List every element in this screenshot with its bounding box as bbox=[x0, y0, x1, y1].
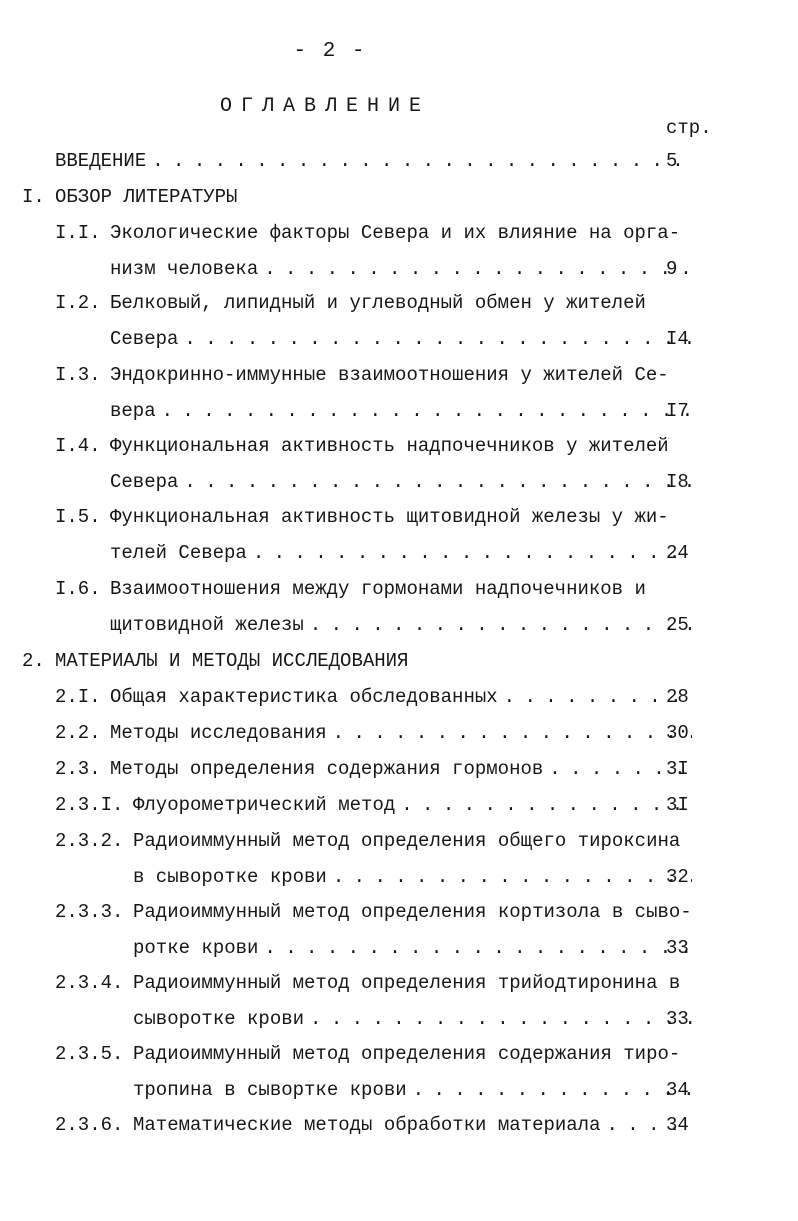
dot-leader bbox=[413, 1077, 692, 1103]
toc-entry-number: I.6. bbox=[55, 578, 101, 600]
page-column-label: стр. bbox=[666, 117, 712, 139]
toc-page-number: 34 bbox=[666, 1114, 689, 1136]
toc-entry-text: Функциональная активность щитовидной железы у жи- bbox=[110, 506, 669, 528]
toc-entry-text: сыворотке крови bbox=[133, 1008, 305, 1030]
toc-page-number: 28 bbox=[666, 686, 689, 708]
toc-entry-text: Радиоиммунный метод определения кортизола в сыво- bbox=[133, 901, 692, 923]
toc-entry-text: Эндокринно-иммунные взаимоотношения у жителей Се- bbox=[110, 364, 669, 386]
toc-page-number: 24 bbox=[666, 542, 689, 564]
dot-leader bbox=[152, 148, 692, 174]
toc-entry-number: 2.I. bbox=[55, 686, 101, 708]
toc-entry-text: ротке крови bbox=[133, 937, 259, 959]
toc-page-number: 32 bbox=[666, 866, 689, 888]
dot-leader bbox=[310, 1006, 692, 1032]
toc-page-number: I4 bbox=[666, 328, 689, 350]
toc-page-number: 3I bbox=[666, 758, 689, 780]
dot-leader bbox=[401, 792, 692, 818]
toc-page-number: 30 bbox=[666, 722, 689, 744]
toc-entry-number: I. bbox=[22, 186, 45, 208]
toc-entry-row bbox=[133, 792, 692, 818]
dot-leader bbox=[264, 935, 692, 961]
dot-leader bbox=[333, 720, 692, 746]
toc-entry-text: Методы определения содержания гормонов bbox=[110, 758, 544, 780]
toc-entry-number: I.3. bbox=[55, 364, 101, 386]
toc-page-number: I8 bbox=[666, 471, 689, 493]
dot-leader bbox=[184, 326, 692, 352]
page-number: - 2 - bbox=[293, 40, 367, 63]
toc-entry-row bbox=[55, 148, 692, 174]
toc-section-heading: МАТЕРИАЛЫ И МЕТОДЫ ИССЛЕДОВАНИЯ bbox=[55, 650, 409, 672]
dot-leader bbox=[310, 612, 692, 638]
toc-entry-text: Взаимоотношения между гормонами надпочечников и bbox=[110, 578, 646, 600]
toc-page-number: 33 bbox=[666, 937, 689, 959]
toc-entry-row bbox=[110, 720, 692, 746]
toc-section-heading: ОБЗОР ЛИТЕРАТУРЫ bbox=[55, 186, 238, 208]
toc-page-number: I7 bbox=[666, 400, 689, 422]
toc-page-number: 33 bbox=[666, 1008, 689, 1030]
toc-entry-text: тропина в сывортке крови bbox=[133, 1079, 407, 1101]
toc-entry-number: 2.3.6. bbox=[55, 1114, 124, 1136]
toc-entry-text: Севера bbox=[110, 328, 179, 350]
toc-page-number: 25 bbox=[666, 614, 689, 636]
toc-entry-row bbox=[110, 684, 692, 710]
toc-entry-text: Методы исследования bbox=[110, 722, 327, 744]
toc-entry-row bbox=[133, 864, 692, 890]
toc-entry-number: 2.3.I. bbox=[55, 794, 124, 816]
dot-leader bbox=[504, 684, 692, 710]
toc-entry-row bbox=[110, 398, 692, 424]
toc-page-number: 3I bbox=[666, 794, 689, 816]
toc-entry-number: 2.3.4. bbox=[55, 972, 124, 994]
toc-entry-text: Радиоиммунный метод определения трийодтиронина в bbox=[133, 972, 681, 994]
dot-leader bbox=[264, 256, 692, 282]
dot-leader bbox=[333, 864, 692, 890]
toc-entry-text: Флуорометрический метод bbox=[133, 794, 396, 816]
toc-page-number: 9 bbox=[666, 258, 678, 280]
toc-entry-row bbox=[110, 756, 692, 782]
toc-entry-number: I.2. bbox=[55, 292, 101, 314]
toc-entry-text: вера bbox=[110, 400, 156, 422]
toc-page-number: 5 bbox=[666, 150, 678, 172]
toc-entry-number: I.4. bbox=[55, 435, 101, 457]
toc-entry-text: телей Севера bbox=[110, 542, 247, 564]
toc-entry-row bbox=[133, 1112, 692, 1138]
dot-leader bbox=[162, 398, 692, 424]
toc-entry-number: 2.2. bbox=[55, 722, 101, 744]
toc-entry-row bbox=[110, 469, 692, 495]
toc-entry-row bbox=[133, 1006, 692, 1032]
dot-leader bbox=[184, 469, 692, 495]
toc-entry-row bbox=[110, 540, 692, 566]
toc-entry-number: 2. bbox=[22, 650, 45, 672]
toc-entry-number: 2.3.2. bbox=[55, 830, 124, 852]
toc-entry-text: Функциональная активность надпочечников у жителей bbox=[110, 435, 669, 457]
toc-entry-text: в сыворотке крови bbox=[133, 866, 327, 888]
toc-entry-row bbox=[133, 935, 692, 961]
toc-entry-text: Севера bbox=[110, 471, 179, 493]
toc-entry-text: Общая характеристика обследованных bbox=[110, 686, 498, 708]
toc-entry-text: щитовидной железы bbox=[110, 614, 304, 636]
toc-entry-text: ВВЕДЕНИЕ bbox=[55, 150, 147, 172]
toc-entry-text: Математические методы обработки материала bbox=[133, 1114, 601, 1136]
toc-title: ОГЛАВЛЕНИЕ bbox=[219, 95, 431, 118]
toc-entry-text: низм человека bbox=[110, 258, 259, 280]
toc-entry-number: 2.3.5. bbox=[55, 1043, 124, 1065]
toc-entry-row bbox=[110, 612, 692, 638]
toc-entry-text: Экологические факторы Севера и их влияние на орга- bbox=[110, 222, 681, 244]
toc-entry-number: 2.3. bbox=[55, 758, 101, 780]
toc-entry-row bbox=[110, 256, 692, 282]
toc-entry-number: I.I. bbox=[55, 222, 101, 244]
toc-page-number: 34 bbox=[666, 1079, 689, 1101]
toc-entry-text: Радиоиммунный метод определения общего тироксина bbox=[133, 830, 681, 852]
toc-entry-number: I.5. bbox=[55, 506, 101, 528]
dot-leader bbox=[253, 540, 692, 566]
toc-entry-text: Радиоиммунный метод определения содержания тиро- bbox=[133, 1043, 681, 1065]
toc-entry-row bbox=[133, 1077, 692, 1103]
toc-entry-text: Белковый, липидный и углеводный обмен у жителей bbox=[110, 292, 646, 314]
toc-entry-row bbox=[110, 326, 692, 352]
toc-entry-number: 2.3.3. bbox=[55, 901, 124, 923]
